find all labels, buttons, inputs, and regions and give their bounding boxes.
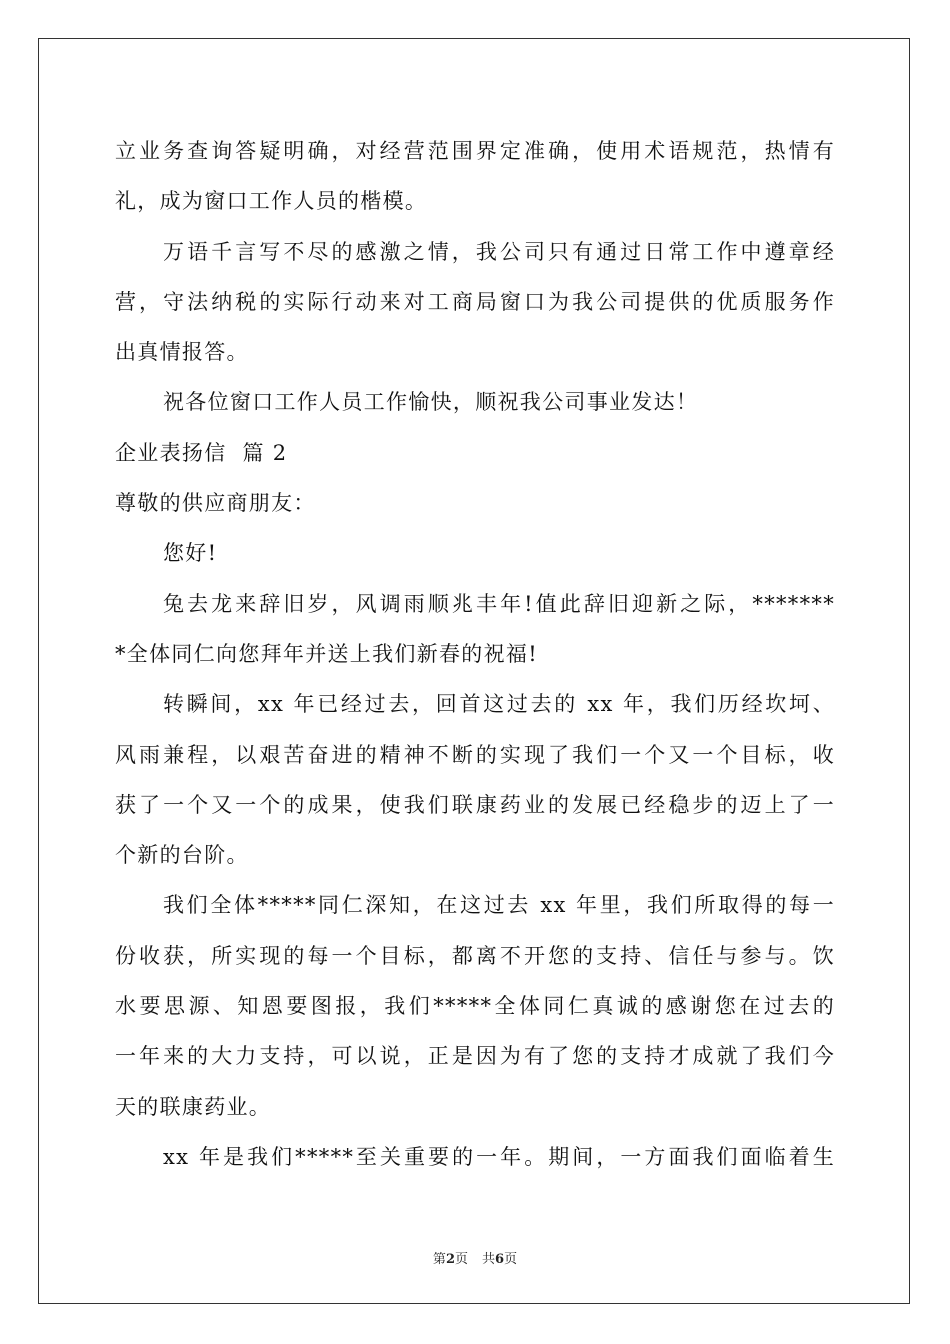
paragraph-line: xx 年是我们*****至关重要的一年。期间，一方面我们面临着生 (163, 1144, 835, 1169)
paragraph-line: 风雨兼程，以艰苦奋进的精神不断的实现了我们一个又一个目标，收 (115, 742, 835, 767)
paragraph-line: 获了一个又一个的成果，使我们联康药业的发展已经稳步的迈上了一 (115, 792, 835, 817)
page-prefix: 第 (432, 1252, 446, 1267)
paragraph-line: 一年来的大力支持，可以说，正是因为有了您的支持才成就了我们今 (115, 1044, 835, 1069)
page-suffix: 页 (454, 1252, 468, 1267)
paragraph-line: 天的联康药业。 (115, 1094, 272, 1119)
paragraph-line: 营，守法纳税的实际行动来对工商局窗口为我公司提供的优质服务作 (115, 289, 835, 314)
page-current: 2 (445, 1252, 455, 1267)
page-total: 6 (495, 1252, 505, 1267)
paragraph-line: 兔去龙来辞旧岁，风调雨顺兆丰年!值此辞旧迎新之际，******* (163, 591, 835, 616)
paragraph-line: 水要思源、知恩要图报，我们*****全体同仁真诚的感谢您在过去的 (115, 994, 835, 1019)
document-body (115, 126, 835, 1182)
paragraph-line: 祝各位窗口工作人员工作愉快，顺祝我公司事业发达！ (163, 390, 699, 415)
paragraph-line: 万语千言写不尽的感激之情，我公司只有通过日常工作中遵章经 (163, 239, 835, 264)
page-footer (0, 1248, 950, 1267)
total-suffix: 页 (504, 1252, 518, 1267)
section-heading: 企业表扬信 篇 2 (115, 440, 288, 465)
total-prefix: 共 (482, 1252, 496, 1267)
greeting: 您好! (163, 541, 218, 566)
paragraph-line: 份收获，所实现的每一个目标，都离不开您的支持、信任与参与。饮 (115, 943, 835, 968)
paragraph-line: 个新的台阶。 (115, 843, 249, 868)
paragraph-line: 转瞬间，xx 年已经过去，回首这过去的 xx 年，我们历经坎坷、 (163, 692, 835, 717)
paragraph-line: 我们全体*****同仁深知，在这过去 xx 年里，我们所取得的每一 (163, 893, 835, 918)
paragraph-line: 出真情报答。 (115, 340, 249, 365)
paragraph-line: 立业务查询答疑明确，对经营范围界定准确，使用术语规范，热情有 (115, 139, 835, 163)
paragraph-line: 礼，成为窗口工作人员的楷模。 (115, 189, 428, 214)
salutation: 尊敬的供应商朋友： (115, 491, 316, 516)
paragraph-line: *全体同仁向您拜年并送上我们新春的祝福! (115, 641, 538, 666)
